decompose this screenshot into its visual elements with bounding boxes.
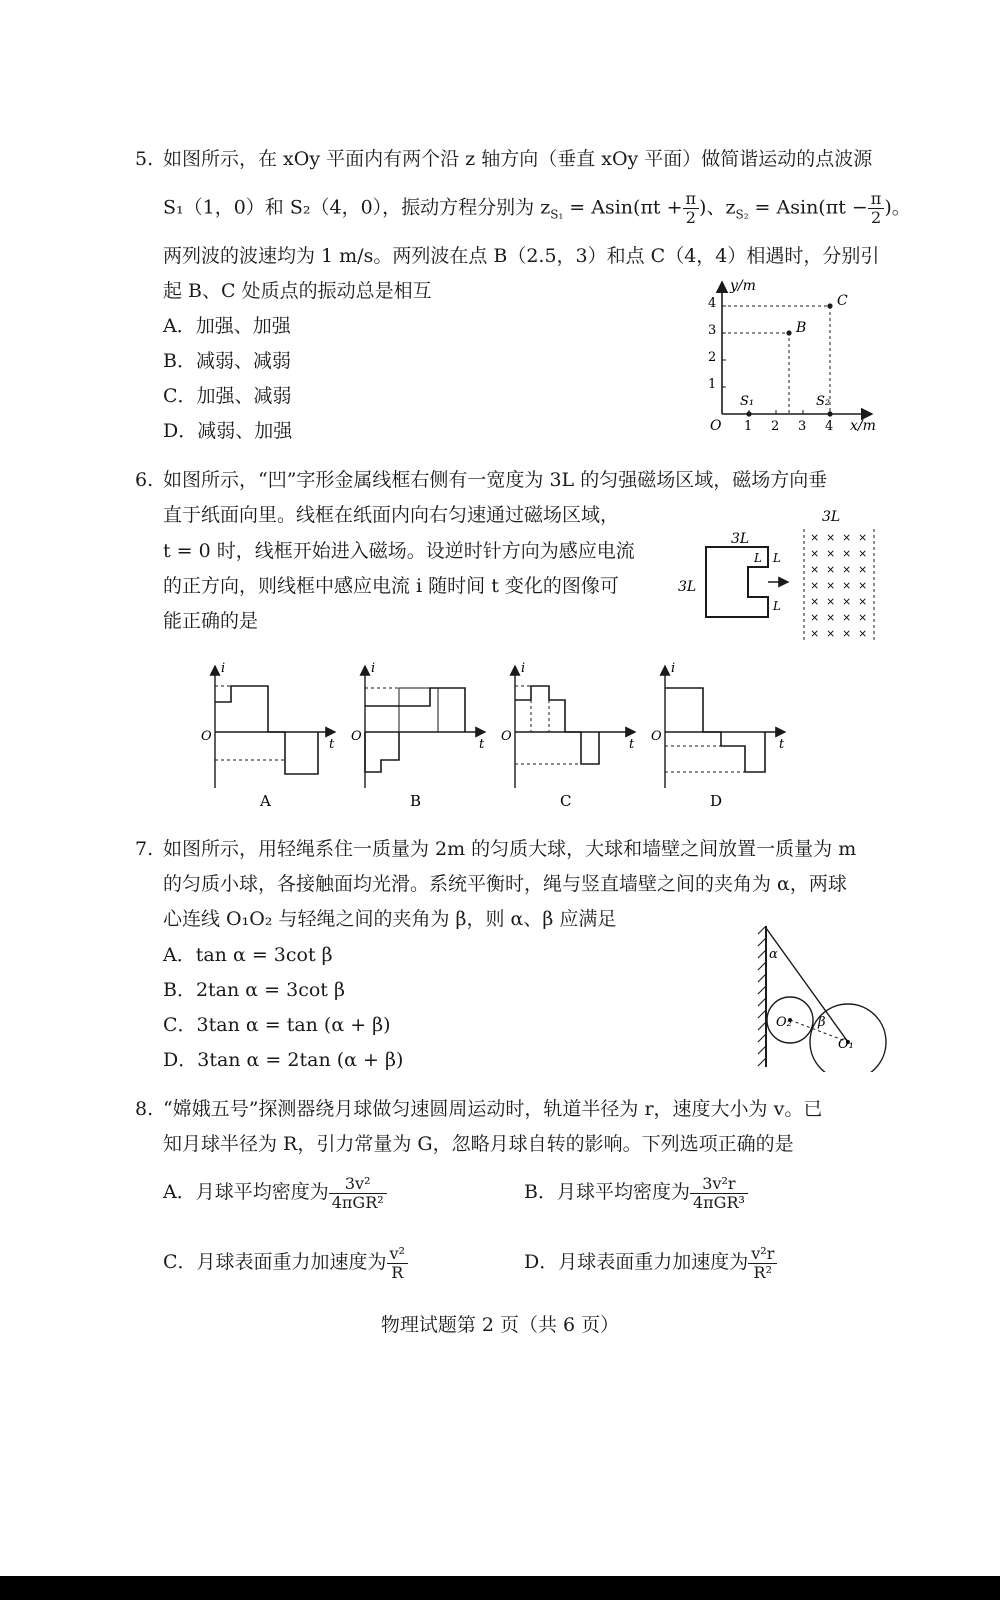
q5-number: 5. bbox=[135, 148, 154, 170]
y-axis-label: y/m bbox=[730, 278, 756, 294]
notch-label-3: L bbox=[773, 599, 781, 613]
field-cross: × bbox=[858, 595, 868, 608]
q6-line-4: 的正方向，则线框中感应电流 i 随时间 t 变化的图像可 bbox=[163, 575, 619, 597]
q8-option-c: C．月球表面重力加速度为 $\frac{\text{v²}}{R}$ bbox=[163, 1240, 408, 1284]
field-cross: × bbox=[826, 531, 836, 544]
x-tick-1: 1 bbox=[744, 419, 753, 434]
field-cross: × bbox=[842, 611, 852, 624]
graph-d-o: O bbox=[651, 729, 662, 744]
q5-coordinate-figure bbox=[700, 272, 890, 437]
q6-line-5: 能正确的是 bbox=[163, 610, 259, 632]
q6-number: 6. bbox=[135, 469, 154, 491]
q7-option-c: C．3tan α = tan (α + β) bbox=[163, 1014, 391, 1036]
q5-line-1: 5. 如图所示，在 xOy 平面内有两个沿 z 轴方向（垂直 xOy 平面）做简谐运动的点波源 bbox=[135, 148, 873, 170]
field-cross: × bbox=[858, 579, 868, 592]
y-tick-4: 4 bbox=[708, 296, 717, 311]
q7-option-a: A．tan α = 3cot β bbox=[163, 944, 333, 966]
q5-frac-2: $\frac{\pi}{2}$ bbox=[868, 190, 885, 227]
field-cross: × bbox=[842, 627, 852, 640]
q6-line-1: 6. 如图所示，“凹”字形金属线框右侧有一宽度为 3L 的匀强磁场区域，磁场方向垂 bbox=[135, 469, 828, 491]
field-cross: × bbox=[842, 547, 852, 560]
field-cross: × bbox=[826, 563, 836, 576]
beta-label: β bbox=[818, 1015, 826, 1030]
field-cross: × bbox=[842, 531, 852, 544]
q5-option-b: B．减弱、减弱 bbox=[163, 350, 291, 372]
q5-option-a: A．加强、加强 bbox=[163, 315, 291, 337]
q6-graphs bbox=[195, 660, 795, 810]
graph-c-i: i bbox=[521, 661, 526, 676]
frame-top-label: 3L bbox=[731, 531, 750, 547]
q7-line-2: 的匀质小球，各接触面均光滑。系统平衡时，绳与竖直墙壁之间的夹角为 α，两球 bbox=[163, 873, 847, 895]
q5-line-3: 两列波的波速均为 1 m/s。两列波在点 B（2.5，3）和点 C（4，4）相遇时，分别引 bbox=[163, 245, 880, 267]
graph-d-label: D bbox=[710, 792, 723, 810]
field-cross: × bbox=[842, 563, 852, 576]
q8-option-b: B．月球平均密度为 $\frac{\text{3v²r}}{\text{4πGR³}}$ bbox=[524, 1170, 748, 1214]
origin-label: O bbox=[710, 418, 722, 434]
graph-d bbox=[651, 661, 785, 810]
q7-balls-figure bbox=[752, 922, 892, 1072]
field-cross: × bbox=[858, 627, 868, 640]
graph-b-o: O bbox=[351, 729, 362, 744]
point-c-label: C bbox=[837, 293, 848, 309]
graph-c-o: O bbox=[501, 729, 512, 744]
q5-line-4: 起 B、C 处质点的振动总是相互 bbox=[163, 280, 432, 302]
field-cross: × bbox=[810, 627, 820, 640]
source-s2 bbox=[827, 411, 832, 416]
notch-label-1: L bbox=[754, 551, 762, 565]
field-cross: × bbox=[842, 595, 852, 608]
o1-label: O₁ bbox=[838, 1037, 854, 1052]
field-cross: × bbox=[810, 611, 820, 624]
x-tick-4: 4 bbox=[825, 419, 834, 434]
graph-a-t: t bbox=[329, 737, 335, 752]
source-s1 bbox=[746, 411, 751, 416]
q6-frame-figure bbox=[676, 505, 886, 645]
field-cross: × bbox=[810, 563, 820, 576]
q6-line-3: t = 0 时，线框开始进入磁场。设逆时针方向为感应电流 bbox=[163, 540, 635, 562]
x-axis-label: x/m bbox=[850, 418, 876, 434]
q8-option-a: A．月球平均密度为 $\frac{\text{3v²}}{\text{4πGR²}}$ bbox=[163, 1170, 387, 1214]
field-cross: × bbox=[826, 579, 836, 592]
field-cross: × bbox=[858, 531, 868, 544]
bottom-edge-bar bbox=[0, 1576, 1000, 1600]
field-cross: × bbox=[842, 579, 852, 592]
field-cross: × bbox=[826, 627, 836, 640]
graph-a-i: i bbox=[221, 661, 226, 676]
q8-line-1: 8. “嫦娥五号”探测器绕月球做匀速圆周运动时，轨道半径为 r，速度大小为 v。已 bbox=[135, 1098, 823, 1120]
q5-option-c: C．加强、减弱 bbox=[163, 385, 292, 407]
guide-c bbox=[722, 306, 830, 414]
graph-d-t: t bbox=[779, 737, 785, 752]
field-cross: × bbox=[810, 579, 820, 592]
field-cross: × bbox=[810, 531, 820, 544]
q7-line-3: 心连线 O₁O₂ 与轻绳之间的夹角为 β，则 α、β 应满足 bbox=[163, 908, 617, 930]
graph-a-o: O bbox=[201, 729, 212, 744]
source-s1-label: S₁ bbox=[740, 394, 755, 409]
point-b-label: B bbox=[796, 320, 807, 336]
q8-option-d: D．月球表面重力加速度为 $\frac{\text{v²r}}{\text{R²}}$ bbox=[524, 1240, 777, 1284]
q8-number: 8. bbox=[135, 1098, 154, 1120]
q7-number: 7. bbox=[135, 838, 154, 860]
field-cross: × bbox=[826, 611, 836, 624]
graph-a-label: A bbox=[260, 792, 271, 810]
o2-label: O₂ bbox=[776, 1015, 792, 1030]
guide-b bbox=[722, 333, 789, 414]
magnetic-field-crosses bbox=[810, 531, 867, 640]
frame-left-label: 3L bbox=[678, 579, 697, 595]
field-cross: × bbox=[858, 611, 868, 624]
x-tick-3: 3 bbox=[798, 419, 807, 434]
page-footer: 物理试题第 2 页（共 6 页） bbox=[380, 1314, 620, 1336]
point-c bbox=[827, 303, 832, 308]
field-cross: × bbox=[810, 595, 820, 608]
q7-option-d: D．3tan α = 2tan (α + β) bbox=[163, 1049, 404, 1071]
field-cross: × bbox=[810, 547, 820, 560]
field-cross: × bbox=[858, 547, 868, 560]
y-tick-2: 2 bbox=[708, 350, 717, 365]
graph-a bbox=[201, 661, 335, 810]
q5-frac-1: $\frac{\pi}{2}$ bbox=[683, 190, 700, 227]
q6-line-2: 直于纸面向里。线框在纸面内向右匀速通过磁场区域， bbox=[163, 504, 620, 526]
field-cross: × bbox=[858, 563, 868, 576]
graph-d-i: i bbox=[671, 661, 676, 676]
field-cross: × bbox=[826, 595, 836, 608]
field-cross: × bbox=[826, 547, 836, 560]
x-tick-2: 2 bbox=[771, 419, 780, 434]
field-width-label: 3L bbox=[822, 509, 841, 525]
q5-line-2: S₁（1，0）和 S₂（4，0），振动方程分别为 $z_{S_1} = Asin(\pi t$ + $\frac{\pi}{2}$ )、$z_{S_2} = Asin(\pi t$ − $\frac{\pi}{2}$ )。 bbox=[163, 189, 911, 227]
y-tick-3: 3 bbox=[708, 323, 717, 338]
graph-b-t: t bbox=[479, 737, 485, 752]
graph-b-label: B bbox=[410, 792, 422, 810]
graph-b-i: i bbox=[371, 661, 376, 676]
q7-option-b: B．2tan α = 3cot β bbox=[163, 979, 345, 1001]
graph-b bbox=[351, 661, 485, 810]
point-b bbox=[786, 330, 791, 335]
graph-c bbox=[501, 661, 635, 810]
graph-c-t: t bbox=[629, 737, 635, 752]
source-s2-label: S₂ bbox=[816, 394, 831, 409]
q8-line-2: 知月球半径为 R，引力常量为 G，忽略月球自转的影响。下列选项正确的是 bbox=[163, 1133, 794, 1155]
q7-line-1: 7. 如图所示，用轻绳系住一质量为 2m 的匀质大球，大球和墙壁之间放置一质量为 m bbox=[135, 838, 857, 860]
alpha-label: α bbox=[769, 947, 778, 962]
graph-c-label: C bbox=[560, 792, 572, 810]
q5-option-d: D．减弱、加强 bbox=[163, 420, 293, 442]
y-tick-1: 1 bbox=[708, 377, 717, 392]
notch-label-2: L bbox=[773, 551, 781, 565]
